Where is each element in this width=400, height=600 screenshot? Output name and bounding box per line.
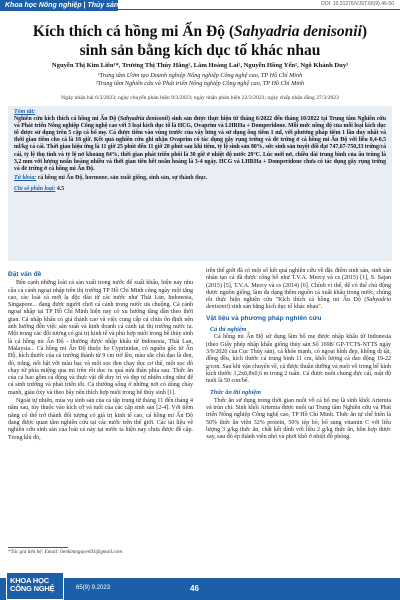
keywords-line [14,175,386,182]
abstract-heading: Tóm tắt: [14,109,36,115]
abstract-text [14,116,386,173]
title-line-2: sinh sản bằng kích dục tố khác nhau [79,42,321,59]
feed-paragraph: Thức ăn sử dụng trong thời gian nuôi vỗ cá bố mẹ là sinh khối Artemia và trùn chỉ. Sinh khối Artemia được nuôi tại Trung tâm Nghiên cứu và Phát triển Nông nghiệp Công nghệ cao, TP Hồ Chí Minh. Thức ăn tự chế biến là 50% thức ăn viên 32% protein, 50% tép bò, bổ sung vitamin C với liều lượng 3 g/kg thức ăn, chất kết dính với liều 2 g/kg thức ăn, hỗn hợp được xay, sau đó ép thành viên nhỏ và phơi khô ở nhiệt độ phòng. [206,397,391,441]
section-label: Khoa học Nông nghiệp | Thủy sản [0,0,118,11]
classification-label: Chỉ số phân loại: [14,185,56,192]
intro-continuation-part-1: trên thế giới đã có một số kết quả nghiên cứu về đặc điểm sinh sản, sinh sản nhân tạo cá đã được công bố như T.V.A. Mercy và cs (2015) [1], S. Sajan (2015) [5], T.V.A. Mercy và cs (2014) [6]. Chính vì thế, để có thể chủ động được nguồn giống, làm đa dạng thêm nguồn cá xuất khẩu trong nước, chúng tôi thực hiện nghiên cứu "Kích thích cá hồng mi Ấn Độ ( [206,268,391,304]
doi-label: DOI: 10.31276/VJST.65(9).46-50 [321,1,394,7]
classification-value: 4.5 [56,185,65,192]
abstract-text-part-2: ) sinh sản được thực hiện từ tháng 6/2022 đến tháng 10/2022 tại Trung tâm Nghiên cứu và Phát triển Nông nghiệp Công nghệ cao với 3 loại kích dục tố là HCG, Ovaprim và LHRHa + Domperidone. Mỗi mức nồng độ của mỗi loại kích dục tố được sử dụng trên 5 cặp cá bố mẹ. Cá được tiêm vào vùng trước của vây lưng và sử dụng ống tiêm 1 ml, với phương pháp tiêm 1 lần duy nhất và thời gian tiêm cho cá là 18 giờ. Kết quả nghiên cứu ghi nhận Ovaprim có tác dụng gây rụng trứng và đẻ trứng ở cá hồng mi Ấn Độ với liều 0,4-0,5 ml/kg cá cái. Thời gian hiệu ứng là 11 giờ 25 phút đến 11 giờ 28 phút sau khi tiêm, tỷ lệ sinh sản 80%, sức sinh sản tuyệt đối đạt 747,67-750,33 trứng/cá cái, tỷ lệ thụ tinh và tỷ lệ nở khoảng 84%, thời gian phát triển phôi là 30 giờ ở nhiệt độ nước 29°C. Lúc mới nở, chiều dài trung bình của ấu trùng là 3,2 mm với lượng noãn hoàng nhiều và thời gian tiêu hết noãn hoàng là 3-4 ngày. HCG và LHRHa + Domperidone chưa có tác dụng gây rụng trứng và đẻ trứng ở cá hồng mi Ấn Độ. [14,116,387,172]
intro-continuation-part-2: ) sinh sản bằng kích dục tố khác nhau". [228,304,323,311]
affiliation-2: ²Trung tâm Nghiên cứu và Phát triển Nông nghiệp Công nghệ cao, TP Hồ Chí Minh [95,80,305,87]
right-column [206,268,391,443]
fish-paragraph: Cá hồng mi Ấn Độ sử dụng làm bố mẹ được nhập khẩu từ Indonesia (theo Giấy phép nhập khẩu giống thủy sản Số 1698/ GP-TCTS-NTTS ngày 3/9/2020 của Cục Thủy sản), cá khỏe mạnh, có ngoại hình đẹp, không dị tật, đồng đều, kích thước cá trung bình 11 cm, khối lượng cá dao động 19-22 g/con. Sau khi vận chuyển về, cá được thuần dưỡng và nuôi vỗ trong bể kính kích thước 1,2x0,8x0,6 m trong 2 tuần. Cá được nuôi chung đực cái, mật độ nuôi là 50 con/bể. [206,334,391,385]
title-part-1: Kích thích cá hồng mi Ấn Độ ( [32,23,234,40]
logo-line-2: CÔNG NGHỆ [10,584,55,593]
section-heading-methods: Vật liệu và phương pháp nghiên cứu [206,314,322,322]
keywords-text: cá hồng mi Ấn Độ, hormone, sản xuất giống, sinh sản, sự thành thục. [37,174,208,181]
section-heading-intro: Đặt vấn đề [8,271,42,278]
intro-continuation [206,268,391,312]
page-header [0,0,400,11]
keywords-label: Từ khóa: [14,174,37,181]
corresponding-author-note: *Tác giả liên hệ: Email: lienkimnguyen93@gmail.com [8,549,122,555]
abstract-box [8,106,392,261]
submission-dates: Ngày nhận bài 6/3/2023; ngày chuyển phản biện 9/3/2023; ngày nhận phản biện 22/3/2023; ngày chấp nhận đăng 27/3/2023 [61,95,339,101]
issue-label: 65(9) 9.2023 [76,585,111,591]
abstract-text-part-1: Nghiên cứu kích thích cá hồng mi Ấn Độ ( [14,116,120,123]
classification-line [14,186,386,193]
author-list: Nguyễn Thị Kim Liên¹*, Trương Thị Thúy Hằng², Lâm Hoàng Lai², Nguyễn Hồng Yến², Ngô Khánh Duy² [51,62,349,69]
page-footer [0,566,400,600]
journal-logo [6,572,64,600]
intro-species: Sahyadria denisonii [206,297,391,311]
intro-paragraph-2: Ngoài tự nhiên, mùa vụ sinh sản của cá tập trung từ tháng 11 đến tháng 4 năm sau, tùy thuộc vào kích cỡ và tuổi của các cặp sinh sản [2-4]. Với tiềm năng có thể trở thành đối tượng có giá trị kinh tế cao, cá hồng mi Ấn Độ đang được quan tâm nghiên cứu tại các nước trên thế giới. Các tài liệu về nghiên cứu sinh sản của loài cá này tại nước ta hiện nay chưa được đề cập. Trong khi đó, [8,398,193,441]
subheading-feed: Thức ăn thí nghiệm [210,389,261,397]
abstract-species: Sahyadria denisonii [119,116,168,123]
logo-line-1: KHOA HỌC [10,576,49,585]
title-part-2: ) [361,23,368,40]
page-number: 46 [190,584,199,593]
intro-paragraph-1: Bên cạnh những loài cá sản xuất trong nước để xuất khẩu, hiện nay nhu cầu cá cảnh ngoại nhập trên thị trường TP Hồ Chí Minh cũng ngày một tăng cao, các loài cá mới lạ độc đáo từ các nước như Thái Lan, Indonesia, Singapore... đang được người chơi cá cảnh trong nước ưa chuộng. Cá cảnh ngoại nhập tại TP Hồ Chí Minh hiện nay có xu hướng tăng dần theo thời gian. Cá nhập khẩu có giá thành cao và việc cung cấp cá chưa ổn định nên ảnh hưởng đến việc sản xuất và kinh doanh cá cảnh tại thị trường nước ta. Một trong các đối tượng có giá trị kinh tế và phù hợp nuôi trong bể thủy sinh là cá hồng mi Ấn Độ - thường được nhập khẩu từ Indonesia, Thái Lan, Malaysia... Cá hồng mi Ấn Độ thuộc họ Cyprinidae, có nguồn gốc từ Ấn Độ, kích thước của cá trưởng thành từ 9 cm trở lên, màu sắc chủ đạo là đen, đỏ, trắng, nổi bật với màu bạc và một sọc đen chạy dọc cơ thể, một sọc đỏ chạy từ phía miệng qua mi trên rồi dọc ra quá nửa thân phía sau. Thức ăn của cá bao gồm cả động và thực vật dễ duy trì và đẹp tự nhiên cũng như để cá sinh trưởng và phát triển tốt. Cá thường sống ở những nơi có dòng chảy mạnh, giàu ôxy và theo bầy nên thích hợp nuôi trong bể thủy sinh [1]. [8,280,193,396]
footnote-rule [8,547,68,548]
header-rule [118,9,400,10]
subheading-fish: Cá thí nghiệm [210,326,247,334]
affiliation-1: ¹Trung tâm Ươm tạo Doanh nghiệp Nông nghiệp Công nghệ cao, TP Hồ Chí Minh [97,72,303,79]
article-title [10,22,390,60]
title-species: Sahyadria denisonii [234,23,362,40]
left-column [8,268,193,443]
